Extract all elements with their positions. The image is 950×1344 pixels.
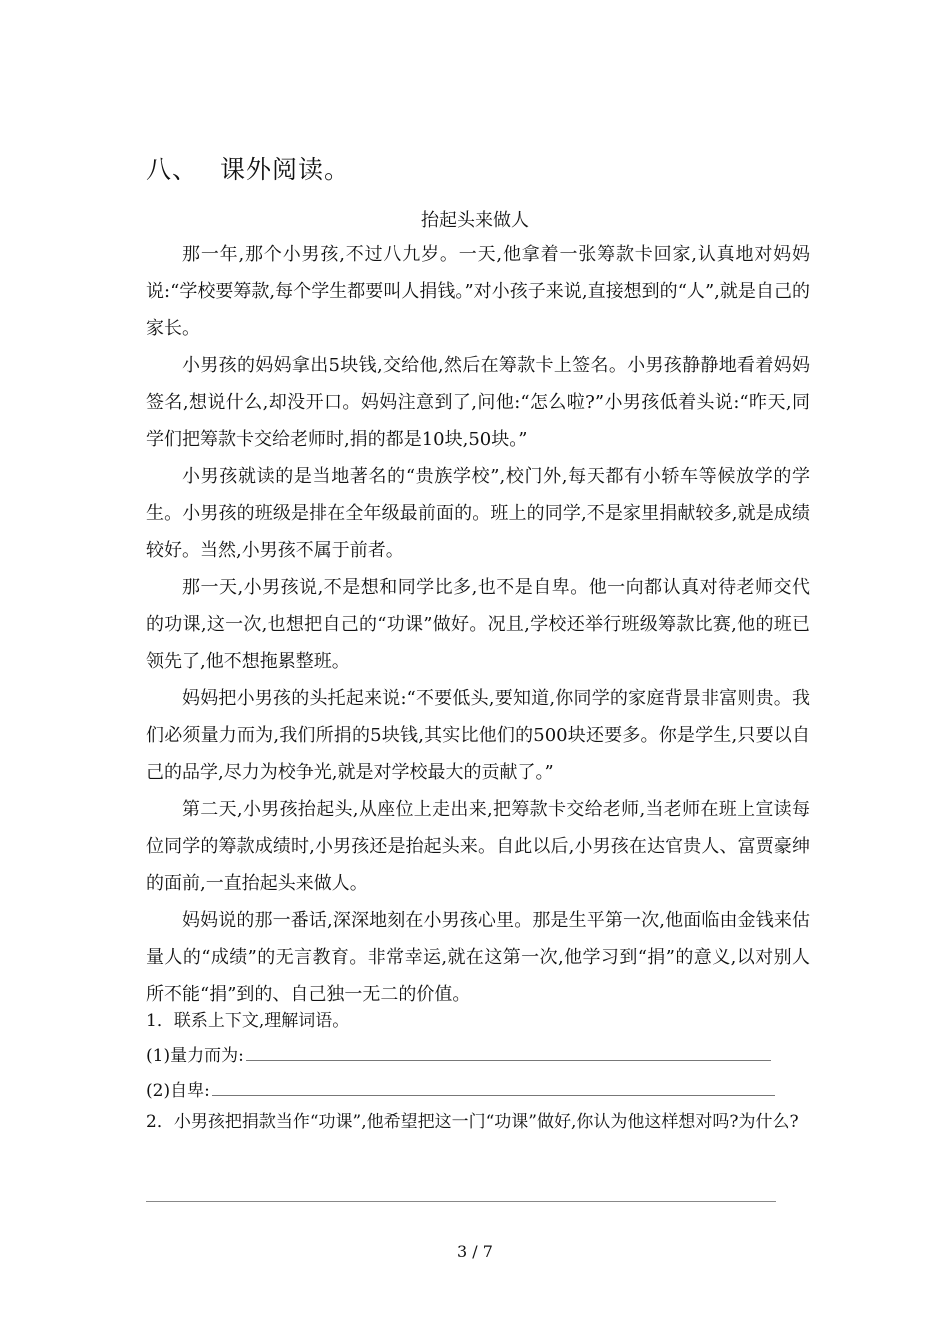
paragraph-3: 小男孩就读的是当地著名的“贵族学校”,校门外,每天都有小轿车等候放学的学生。小男孩的班级是排在全年级最前面的。班上的同学,不是家里捐献较多,就是成绩较好。当然,小男孩不属于前者。 xyxy=(146,466,810,561)
article-title: 抬起头来做人 xyxy=(421,210,529,231)
question-1: 1．联系上下文,理解词语。 xyxy=(146,1011,350,1031)
paragraph-2: 小男孩的妈妈拿出5块钱,交给他,然后在筹款卡上签名。小男孩静静地看着妈妈签名,想说什么,却没开口。妈妈注意到了,问他:“怎么啦?”小男孩低着头说:“昨天,同学们把筹款卡交给老师时,捐的都是10块,50块。” xyxy=(146,355,810,450)
article-body xyxy=(146,236,810,1013)
paragraph-5: 妈妈把小男孩的头托起来说:“不要低头,要知道,你同学的家庭背景非富则贵。我们必须量力而为,我们所捐的5块钱,其实比他们的500块还要多。你是学生,只要以自己的品学,尽力为校争光,就是对学校最大的贡献了。” xyxy=(146,688,810,783)
answer-blank-1b[interactable] xyxy=(212,1094,775,1096)
paragraph-6: 第二天,小男孩抬起头,从座位上走出来,把筹款卡交给老师,当老师在班上宣读每位同学的筹款成绩时,小男孩还是抬起头来。自此以后,小男孩在达官贵人、富贾豪绅的面前,一直抬起头来做人。 xyxy=(146,799,810,894)
question-2: 2．小男孩把捐款当作“功课”,他希望把这一门“功课”做好,你认为他这样想对吗?为什么? xyxy=(146,1112,799,1132)
paragraph-1: 那一年,那个小男孩,不过八九岁。一天,他拿着一张筹款卡回家,认真地对妈妈说:“学校要筹款,每个学生都要叫人捐钱。”对小孩子来说,直接想到的“人”,就是自己的家长。 xyxy=(146,244,810,339)
page-number: 3 / 7 xyxy=(457,1242,493,1261)
section-title: 课外阅读。 xyxy=(220,155,351,184)
question-1a-label: (1)量力而为: xyxy=(146,1046,244,1066)
answer-line-2[interactable] xyxy=(146,1201,776,1202)
section-heading xyxy=(146,150,350,186)
question-1b-label: (2)自卑: xyxy=(146,1081,210,1101)
question-1a xyxy=(146,1039,771,1074)
paragraph-7: 妈妈说的那一番话,深深地刻在小男孩心里。那是生平第一次,他面临由金钱来估量人的“成绩”的无言教育。非常幸运,就在这第一次,他学习到“捐”的意义,以对别人所不能“捐”到的、自己独一无二的价值。 xyxy=(146,910,810,1005)
paragraph-4: 那一天,小男孩说,不是想和同学比多,也不是自卑。他一向都认真对待老师交代的功课,这一次,也想把自己的“功课”做好。况且,学校还举行班级筹款比赛,他的班已领先了,他不想拖累整班。 xyxy=(146,577,810,672)
section-number: 八、 xyxy=(146,155,199,184)
answer-blank-1a[interactable] xyxy=(246,1059,771,1061)
